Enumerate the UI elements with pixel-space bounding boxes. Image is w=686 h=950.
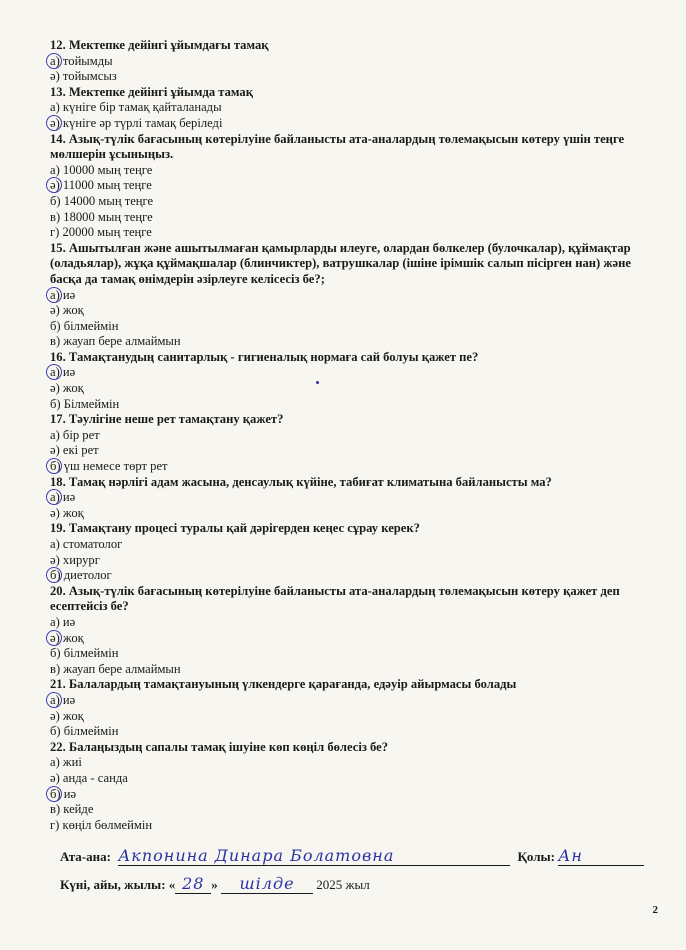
- answer-option-text: в) жауап бере алмаймын: [50, 334, 181, 349]
- parent-row: [60, 846, 644, 866]
- answer-option: [50, 787, 640, 803]
- answer-option: [50, 210, 640, 226]
- answer-option: [50, 771, 640, 787]
- answer-option: [50, 381, 640, 397]
- date-row: [60, 874, 370, 894]
- month-handwritten: шілде: [239, 874, 295, 893]
- question-text: 19. Тамақтану процесі туралы қай дәрігерден кеңес сұрау керек?: [50, 521, 420, 536]
- answer-option: [50, 459, 640, 475]
- answer-option: [50, 54, 640, 70]
- answer-option-text: ә) жоқ: [50, 505, 84, 520]
- answer-option: [50, 724, 640, 740]
- answer-option: [50, 428, 640, 444]
- question-text: 18. Тамақ нәрлігі адам жасына, денсаулық күйіне, табиғат климатына байланысты ма?: [50, 474, 552, 489]
- answer-option-text: а) иә: [50, 692, 76, 707]
- answer-option-text: а) тойымды: [50, 53, 113, 68]
- answer-option: [50, 662, 640, 678]
- answer-option: [50, 288, 640, 304]
- answer-option-text: в) 18000 мың теңге: [50, 209, 153, 224]
- answer-option: [50, 553, 640, 569]
- question-text: 22. Балаңыздың сапалы тамақ ішуіне көп көңіл бөлесіз бе?: [50, 739, 389, 754]
- question-text: 21. Балалардың тамақтануының үлкендерге қарағанда, едәуір айырмасы болады: [50, 677, 517, 692]
- date-quote-open: «: [168, 877, 176, 892]
- answer-option-text: ә) тойымсыз: [50, 69, 117, 84]
- answer-option-text: в) жауап бере алмаймын: [50, 661, 181, 676]
- answer-option: [50, 178, 640, 194]
- answer-option-text: в) кейде: [50, 802, 94, 817]
- answer-option-text: а) иә: [50, 490, 76, 505]
- answer-option: [50, 537, 640, 553]
- answer-option: [50, 818, 640, 834]
- question-text: 20. Азық-түлік бағасының көтерілуіне байланысты ата-аналардың төлемақысын көтеру қажет деп есептейсіз бе?: [50, 583, 620, 614]
- answer-option: [50, 506, 640, 522]
- answer-option: [50, 631, 640, 647]
- answer-option: [50, 693, 640, 709]
- answer-option-text: ә) хирург: [50, 552, 100, 567]
- answer-option: [50, 100, 640, 116]
- answer-option-text: ә) жоқ: [50, 303, 84, 318]
- parent-name-line: [118, 846, 510, 866]
- answer-option: [50, 365, 640, 381]
- answer-option: [50, 490, 640, 506]
- answer-option-text: б) білмеймін: [50, 646, 119, 661]
- answer-option: [50, 568, 640, 584]
- answer-option-text: а) жиі: [50, 755, 82, 770]
- answer-option: [50, 319, 640, 335]
- signature-line: [558, 846, 644, 866]
- question-text: 14. Азық-түлік бағасының көтерілуіне байланысты ата-аналардың төлемақысын көтеру үшін теңге мөлшерін ұсыныңыз.: [50, 131, 625, 162]
- answer-option-text: ә) 11000 мың теңге: [50, 178, 152, 193]
- question-text: 17. Тәулігіне неше рет тамақтану қажет?: [50, 412, 284, 427]
- answer-option-text: б) иә: [50, 786, 77, 801]
- page-number: 2: [652, 904, 658, 916]
- answer-option: [50, 443, 640, 459]
- answer-option-text: б) диетолог: [50, 568, 112, 583]
- date-label: Күні, айы, жылы:: [60, 877, 166, 892]
- month-line: [221, 874, 313, 894]
- signature-label: Қолы:: [517, 849, 555, 864]
- answer-option-text: б) білмеймін: [50, 724, 119, 739]
- year-text: 2025 жыл: [316, 877, 370, 892]
- answer-option-text: а) стоматолог: [50, 537, 123, 551]
- answer-option: [50, 194, 640, 210]
- answer-option: [50, 116, 640, 132]
- date-quote-close: »: [211, 877, 218, 892]
- answer-option: [50, 163, 640, 179]
- answer-option-text: а) бір рет: [50, 427, 100, 442]
- question-text: 16. Тамақтанудың санитарлық - гигиеналық нормаға сай болуы қажет пе?: [50, 349, 479, 364]
- answer-option: [50, 802, 640, 818]
- answer-option-text: ә) екі рет: [50, 443, 99, 458]
- answer-option: [50, 334, 640, 350]
- answer-option: [50, 755, 640, 771]
- parent-name-handwritten: Акпонина Динара Болатовна: [118, 846, 395, 865]
- answer-option-text: б) Білмеймін: [50, 396, 120, 411]
- answer-option-text: б) үш немесе төрт рет: [50, 459, 168, 474]
- answer-option: [50, 397, 640, 413]
- answer-option-text: ә) жоқ: [50, 630, 84, 645]
- answer-option-text: а) иә: [50, 287, 76, 302]
- questionnaire: [50, 38, 640, 833]
- answer-option-text: а) күнiге бір тамақ қайталанады: [50, 100, 222, 115]
- question-text: 15. Ашытылған және ашытылмаған қамырларды илеуге, олардан бөлкелер (булочкалар), құймақтар (оладьялар), жұқа құймақшалар (блинчиктер), ватрушкалар (ішіне ірімшік салып пісірген нан) және басқа да тамақ өнімдерін әзірлеуге келісесіз бе?;: [50, 240, 631, 286]
- answer-option-text: б) білмеймін: [50, 318, 119, 333]
- answer-option-text: г) 20000 мың теңге: [50, 225, 152, 240]
- question-text: 13. Мектепке дейінгі ұйымда тамақ: [50, 84, 253, 99]
- answer-option-text: ә) жоқ: [50, 381, 84, 396]
- signature-handwritten: Ан: [558, 846, 583, 865]
- answer-option-text: ә) күнiге әр түрлі тамақ беріледі: [50, 115, 223, 130]
- answer-option: [50, 303, 640, 319]
- answer-option: [50, 225, 640, 241]
- day-line: [175, 874, 211, 894]
- answer-option-text: а) 10000 мың теңге: [50, 162, 153, 177]
- answer-option-text: ә) жоқ: [50, 708, 84, 723]
- answer-option: [50, 69, 640, 85]
- answer-option: [50, 615, 640, 631]
- answer-option-text: г) көңіл бөлмеймін: [50, 817, 153, 832]
- parent-label: Ата-ана:: [60, 849, 111, 864]
- answer-option-text: а) иә: [50, 365, 76, 380]
- ink-dot: [316, 381, 319, 384]
- answer-option: [50, 646, 640, 662]
- day-handwritten: 28: [182, 874, 205, 893]
- answer-option-text: ә) анда - санда: [50, 770, 128, 785]
- answer-option: [50, 709, 640, 725]
- answer-option-text: б) 14000 мың теңге: [50, 193, 154, 208]
- answer-option-text: а) иә: [50, 614, 76, 629]
- question-text: 12. Мектепке дейінгі ұйымдағы тамақ: [50, 38, 269, 52]
